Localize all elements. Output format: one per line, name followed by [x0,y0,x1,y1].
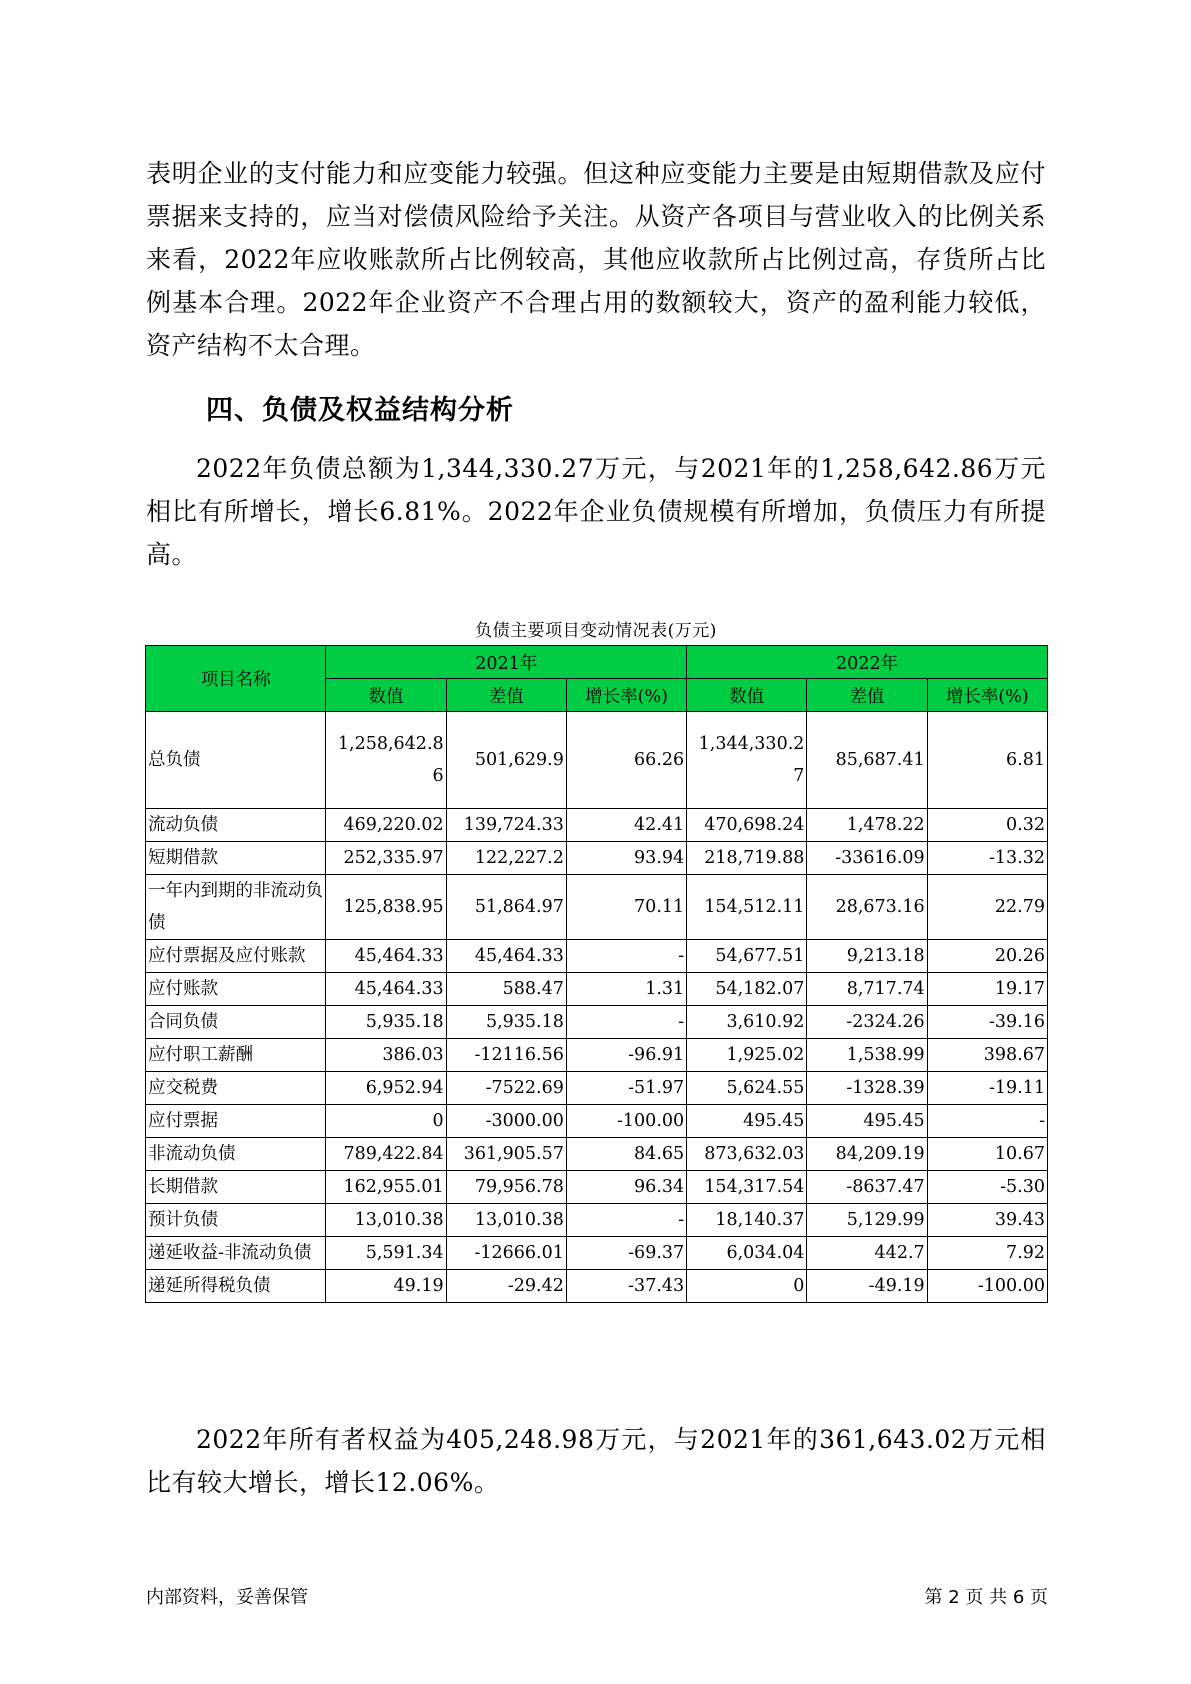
cell-value-2022: 6,034.04 [687,1237,807,1270]
cell-diff-2022: 442.7 [807,1237,927,1270]
cell-rate-2022: -100.00 [927,1270,1047,1303]
header-rate-2021: 增长率(%) [566,679,686,712]
body-paragraph-3: 2022年所有者权益为405,248.98万元，与2021年的361,643.02万元相比有较大增长，增长12.06%。 [146,1425,1046,1497]
cell-value-2022: 3,610.92 [687,1006,807,1039]
header-value-2021: 数值 [326,679,446,712]
cell-value-2022: 495.45 [687,1105,807,1138]
cell-item-name: 流动负债 [146,809,326,842]
cell-value-2022: 873,632.03 [687,1138,807,1171]
cell-diff-2021: 79,956.78 [446,1171,566,1204]
cell-value-2022: 154,512.11 [687,875,807,940]
header-item-name: 项目名称 [146,646,326,712]
cell-diff-2022: 495.45 [807,1105,927,1138]
cell-rate-2022: 10.67 [927,1138,1047,1171]
header-diff-2021: 差值 [446,679,566,712]
footer-confidential-note: 内部资料，妥善保管 [146,1587,308,1608]
cell-item-name: 递延收益-非流动负债 [146,1237,326,1270]
cell-diff-2022: -49.19 [807,1270,927,1303]
cell-diff-2021: 13,010.38 [446,1204,566,1237]
cell-value-2021: 252,335.97 [326,842,446,875]
cell-item-name: 短期借款 [146,842,326,875]
cell-rate-2021: - [566,940,686,973]
cell-item-name: 一年内到期的非流动负债 [146,875,326,940]
cell-item-name: 预计负债 [146,1204,326,1237]
header-year-2022: 2022年 [687,646,1048,679]
footer-page-number: 第 2 页 共 6 页 [924,1587,1048,1608]
cell-diff-2021: -29.42 [446,1270,566,1303]
cell-item-name: 应付票据 [146,1105,326,1138]
cell-diff-2021: 5,935.18 [446,1006,566,1039]
cell-rate-2021: - [566,1006,686,1039]
cell-value-2022: 470,698.24 [687,809,807,842]
header-diff-2022: 差值 [807,679,927,712]
cell-diff-2021: 501,629.9 [446,712,566,809]
cell-item-name: 应付账款 [146,973,326,1006]
table-row [146,1006,1048,1039]
cell-item-name: 应交税费 [146,1072,326,1105]
cell-diff-2021: -7522.69 [446,1072,566,1105]
cell-diff-2021: -12666.01 [446,1237,566,1270]
table-body [146,712,1048,1303]
table-row [146,940,1048,973]
section-heading: 四、负债及权益结构分析 [206,395,514,426]
cell-value-2022: 5,624.55 [687,1072,807,1105]
cell-rate-2022: - [927,1105,1047,1138]
cell-rate-2021: -100.00 [566,1105,686,1138]
cell-diff-2021: 139,724.33 [446,809,566,842]
cell-rate-2022: -19.11 [927,1072,1047,1105]
cell-item-name: 非流动负债 [146,1138,326,1171]
table-row [146,1138,1048,1171]
cell-diff-2022: 28,673.16 [807,875,927,940]
cell-value-2021: 45,464.33 [326,973,446,1006]
header-rate-2022: 增长率(%) [927,679,1047,712]
table-row [146,1204,1048,1237]
cell-diff-2022: -1328.39 [807,1072,927,1105]
table-row [146,1105,1048,1138]
cell-diff-2021: -12116.56 [446,1039,566,1072]
cell-diff-2021: 45,464.33 [446,940,566,973]
liability-table [145,645,1048,1303]
cell-rate-2021: -96.91 [566,1039,686,1072]
table-row [146,842,1048,875]
cell-diff-2022: -33616.09 [807,842,927,875]
header-year-2021: 2021年 [326,646,687,679]
cell-rate-2022: 0.32 [927,809,1047,842]
cell-rate-2022: -13.32 [927,842,1047,875]
cell-diff-2021: 51,864.97 [446,875,566,940]
cell-rate-2022: -39.16 [927,1006,1047,1039]
cell-diff-2021: -3000.00 [446,1105,566,1138]
cell-diff-2022: 5,129.99 [807,1204,927,1237]
cell-item-name: 应付职工薪酬 [146,1039,326,1072]
cell-value-2022: 18,140.37 [687,1204,807,1237]
cell-value-2021: 0 [326,1105,446,1138]
cell-value-2021: 5,935.18 [326,1006,446,1039]
cell-item-name: 递延所得税负债 [146,1270,326,1303]
table-row [146,1072,1048,1105]
cell-diff-2021: 588.47 [446,973,566,1006]
cell-value-2022: 0 [687,1270,807,1303]
cell-value-2021: 386.03 [326,1039,446,1072]
cell-value-2022: 54,182.07 [687,973,807,1006]
header-value-2022: 数值 [687,679,807,712]
cell-rate-2022: 20.26 [927,940,1047,973]
table-caption: 负债主要项目变动情况表(万元) [475,621,717,641]
cell-diff-2021: 122,227.2 [446,842,566,875]
cell-rate-2021: 42.41 [566,809,686,842]
cell-diff-2022: 9,213.18 [807,940,927,973]
cell-value-2021: 1,258,642.86 [326,712,446,809]
cell-rate-2021: - [566,1204,686,1237]
cell-rate-2022: 398.67 [927,1039,1047,1072]
cell-value-2021: 13,010.38 [326,1204,446,1237]
cell-diff-2022: 85,687.41 [807,712,927,809]
body-paragraph-1: 表明企业的支付能力和应变能力较强。但这种应变能力主要是由短期借款及应付票据来支持的，应当对偿债风险给予关注。从资产各项目与营业收入的比例关系来看，2022年应收账款所占比例较高，其他应收款所占比例过高，存货所占比例基本合理。2022年企业资产不合理占用的数额较大，资产的盈利能力较低，资产结构不太合理。 [146,159,1046,360]
cell-value-2022: 154,317.54 [687,1171,807,1204]
cell-item-name: 总负债 [146,712,326,809]
body-paragraph-2: 2022年负债总额为1,344,330.27万元，与2021年的1,258,642.86万元相比有所增长，增长6.81%。2022年企业负债规模有所增加，负债压力有所提高。 [146,454,1046,569]
table-row [146,973,1048,1006]
cell-rate-2022: -5.30 [927,1171,1047,1204]
cell-rate-2022: 6.81 [927,712,1047,809]
cell-value-2021: 45,464.33 [326,940,446,973]
cell-value-2021: 6,952.94 [326,1072,446,1105]
cell-rate-2021: 96.34 [566,1171,686,1204]
cell-item-name: 合同负债 [146,1006,326,1039]
cell-value-2022: 1,344,330.27 [687,712,807,809]
cell-diff-2022: -8637.47 [807,1171,927,1204]
cell-item-name: 应付票据及应付账款 [146,940,326,973]
table-row [146,712,1048,809]
cell-diff-2022: 1,538.99 [807,1039,927,1072]
table-row [146,1270,1048,1303]
cell-diff-2021: 361,905.57 [446,1138,566,1171]
table-row [146,875,1048,940]
cell-rate-2021: 66.26 [566,712,686,809]
cell-value-2022: 1,925.02 [687,1039,807,1072]
cell-diff-2022: 1,478.22 [807,809,927,842]
table-row [146,1237,1048,1270]
cell-rate-2022: 39.43 [927,1204,1047,1237]
cell-rate-2021: 93.94 [566,842,686,875]
cell-value-2021: 5,591.34 [326,1237,446,1270]
cell-value-2021: 469,220.02 [326,809,446,842]
table-row [146,809,1048,842]
table-row [146,1171,1048,1204]
cell-value-2022: 218,719.88 [687,842,807,875]
cell-value-2021: 789,422.84 [326,1138,446,1171]
cell-rate-2021: -69.37 [566,1237,686,1270]
cell-rate-2021: 84.65 [566,1138,686,1171]
cell-value-2022: 54,677.51 [687,940,807,973]
cell-diff-2022: 8,717.74 [807,973,927,1006]
cell-value-2021: 49.19 [326,1270,446,1303]
cell-value-2021: 162,955.01 [326,1171,446,1204]
cell-rate-2021: -51.97 [566,1072,686,1105]
cell-rate-2022: 7.92 [927,1237,1047,1270]
cell-rate-2021: 70.11 [566,875,686,940]
cell-item-name: 长期借款 [146,1171,326,1204]
table-row [146,1039,1048,1072]
cell-rate-2022: 19.17 [927,973,1047,1006]
cell-rate-2022: 22.79 [927,875,1047,940]
cell-diff-2022: 84,209.19 [807,1138,927,1171]
cell-rate-2021: -37.43 [566,1270,686,1303]
cell-rate-2021: 1.31 [566,973,686,1006]
cell-diff-2022: -2324.26 [807,1006,927,1039]
cell-value-2021: 125,838.95 [326,875,446,940]
